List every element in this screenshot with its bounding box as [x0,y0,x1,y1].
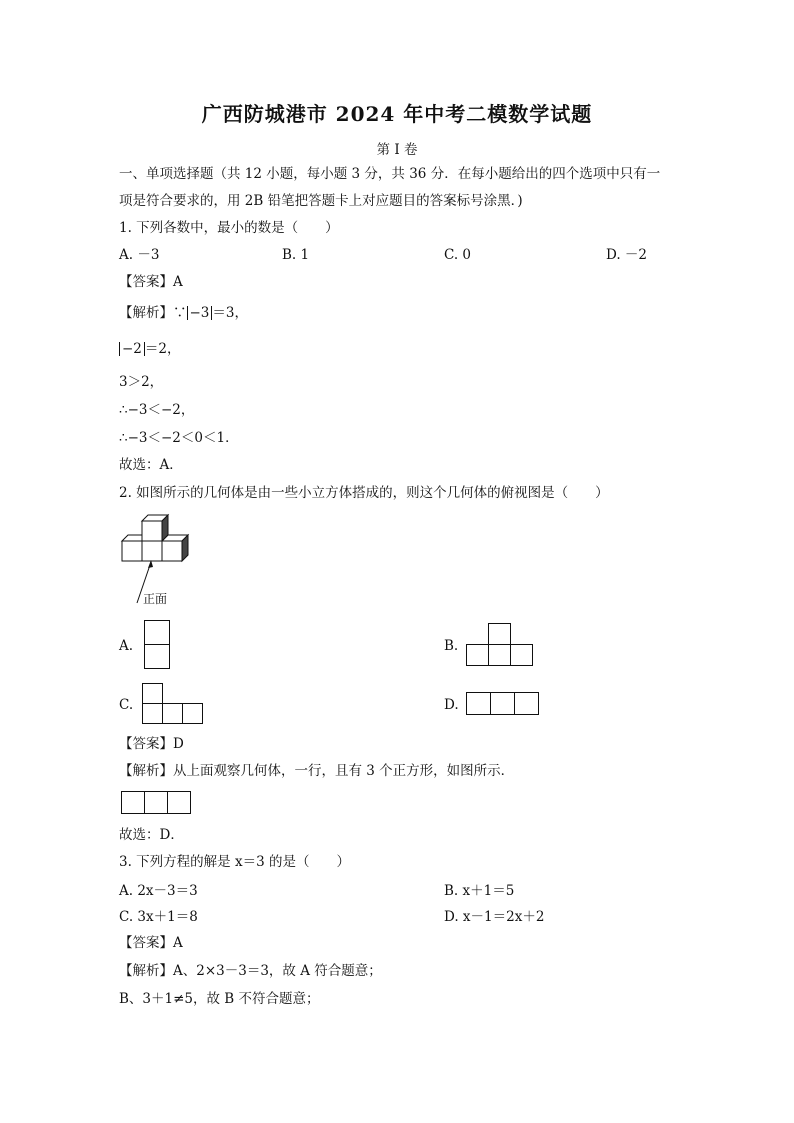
q1-analysis-line1 [119,304,248,322]
q2-option-b-figure [466,623,536,667]
q3-answer: 【答案】A [119,935,183,951]
grid-square [144,644,170,669]
q2-option-d-figure [466,692,540,716]
q2-option-a: A. [119,638,134,654]
grid-square [466,644,489,666]
q1-stem: 1. 下列各数中，最小的数是（ ） [119,220,339,236]
q1-option-a: A. －3 [119,247,160,263]
grid-square [488,644,511,666]
q1-analysis-line3: 3＞2， [119,374,164,390]
q3-analysis-line1: 【解析】A、2×3－3＝3，故 A 符合题意； [119,963,382,979]
q1-analysis-line5: ∴−3＜−2＜0＜1． [119,430,239,446]
q2-option-b: B. [444,638,459,654]
grid-square [142,683,163,704]
q3-stem: 3. 下列方程的解是 x＝3 的是（ ） [119,854,350,870]
q3-option-b: B. x＋1＝5 [444,883,515,899]
q1-analysis-line4: ∴−3＜−2， [119,402,195,418]
absolute-value: −2 [119,342,145,356]
section-instructions-line1: 一、单项选择题（共 12 小题，每小题 3 分，共 36 分．在每小题给出的四个选项中只有一 [119,166,661,182]
section-instructions-line2: 项是符合要求的，用 2B 铅笔把答题卡上对应题目的答案标号涂黑．) [119,193,523,209]
q3-option-c: C. 3x＋1＝8 [119,909,198,925]
q2-analysis-figure [121,791,193,815]
q1-option-b: B. 1 [282,247,310,263]
grid-square [144,620,170,645]
q1-choose: 故选：A． [119,457,183,473]
equation-rhs: ＝2， [144,341,181,357]
grid-square [162,703,183,724]
q2-analysis: 【解析】从上面观察几何体，一行，且有 3 个正方形，如图所示． [119,763,515,779]
equation-rhs: ＝3， [212,305,248,321]
volume-heading: 第 I 卷 [376,142,418,158]
grid-square [488,623,511,645]
q2-option-c-figure [142,683,208,725]
grid-square [514,692,539,715]
q3-option-d: D. x－1＝2x＋2 [444,909,545,925]
q2-option-c: C. [119,697,134,713]
q2-stem: 2. 如图所示的几何体是由一些小立方体搭成的，则这个几何体的俯视图是（ ） [119,485,609,501]
q1-option-c: C. 0 [444,247,472,263]
q2-choose: 故选：D． [119,827,184,843]
q2-option-a-figure [144,620,170,670]
grid-square [167,791,191,814]
grid-square [466,692,491,715]
q1-answer: 【答案】A [119,274,183,290]
absolute-value: −3 [187,306,213,320]
q2-answer: 【答案】D [119,736,184,752]
analysis-label: 【解析】 [119,305,173,321]
q1-option-d: D. －2 [606,247,648,263]
q3-option-a: A. 2x－3＝3 [119,883,198,899]
q2-option-d: D. [444,697,459,713]
grid-square [510,644,533,666]
page-title: 广西防城港市 2024 年中考二模数学试题 [201,102,593,126]
grid-square [182,703,203,724]
q3-analysis-line2: B、3＋1≠5，故 B 不符合题意； [119,991,320,1007]
grid-square [490,692,515,715]
grid-square [121,791,145,814]
q1-analysis-line2 [119,340,181,358]
because-symbol: ∵ [173,305,187,321]
front-view-label: 正面 [143,592,168,606]
grid-square [144,791,168,814]
grid-square [142,703,163,724]
